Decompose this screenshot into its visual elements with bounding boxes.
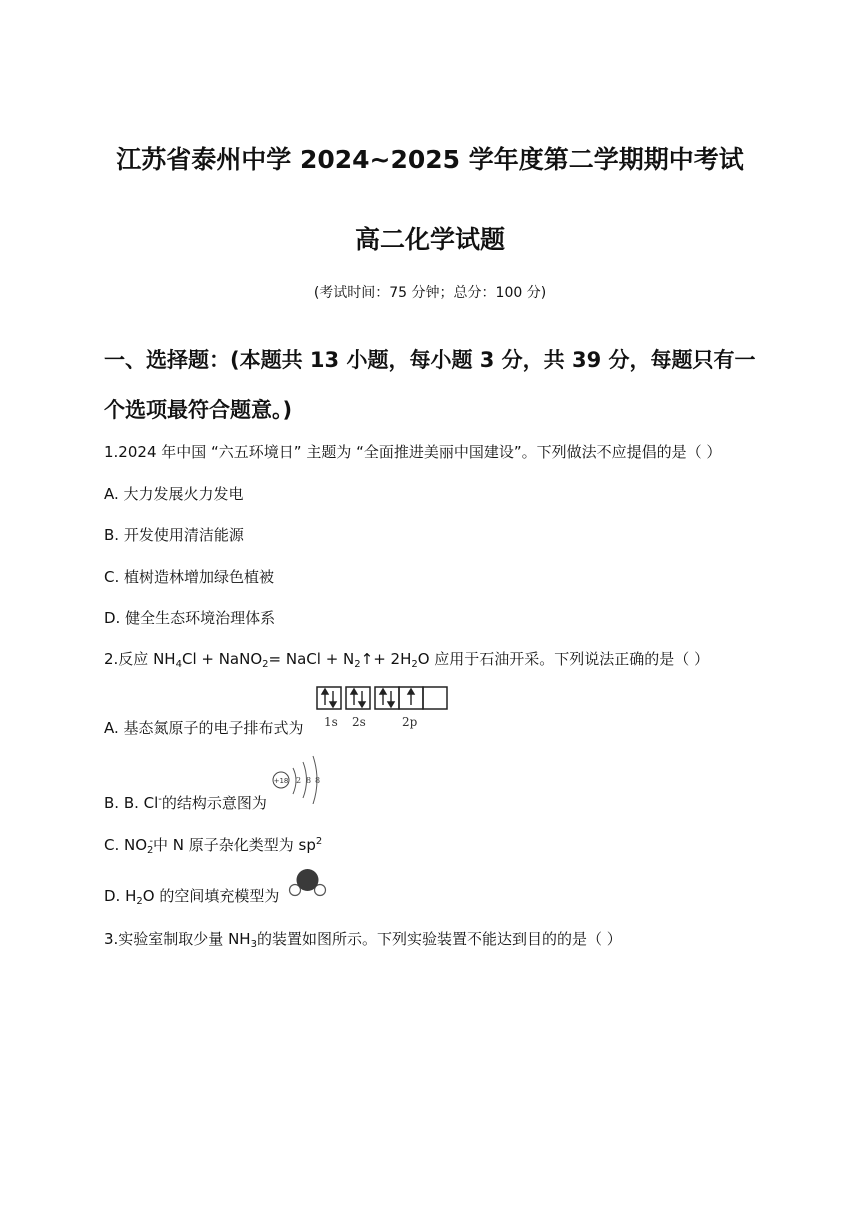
q3-stem: 3.实验室制取少量 $NH_3$的装置如图所示。下列实验装置不能达到目的的是（ ） <box>104 930 622 950</box>
q2-option-a: A. 基态氮原子的电子排布式为 <box>104 719 304 737</box>
ion-shell-3: 8 <box>315 776 321 785</box>
orbital-label-1s: 1s <box>324 715 338 729</box>
orbital-diagram <box>316 686 450 734</box>
orbital-label-2s: 2s <box>352 715 366 729</box>
cl-ion-structure-diagram <box>271 752 327 804</box>
q2-option-d: D. $H_2O$ 的空间填充模型为 <box>104 887 280 907</box>
ion-shell-1: 2 <box>296 776 302 785</box>
orbital-label-2p: 2p <box>402 715 418 729</box>
ion-shell-2: 8 <box>306 776 312 785</box>
section-heading: 一、选择题：(本题共 13 小题，每小题 3 分，共 39 分，每题只有一个选项最符合题意。) <box>104 348 756 422</box>
q2-option-b: B. B. Cl-的结构示意图为 <box>104 794 267 812</box>
q2-stem: 2.反应 $NH_4Cl$ + NaNO$_2$= NaCl + $N_2↑+ 2H_2O$ 应用于石油开采。下列说法正确的是（ ） <box>104 650 710 670</box>
exam-title: 江苏省泰州中学 2024~2025 学年度第二学期期中考试 <box>116 145 744 174</box>
q1-option-a: A. 大力发展火力发电 <box>104 485 244 503</box>
q1-stem: 1.2024 年中国 “六五环境日” 主题为 “全面推进美丽中国建设”。下列做法不应提倡的是（ ） <box>104 443 722 461</box>
q2-option-c: C. $NO_2^-$中 N 原子杂化类型为 $sp^2$ <box>104 836 323 856</box>
exam-info: (考试时间：75 分钟；总分：100 分) <box>313 285 547 301</box>
q1-option-c: C. 植树造林增加绿色植被 <box>104 568 275 586</box>
ion-nucleus-label: +18 <box>273 777 289 785</box>
q1-option-d: D. 健全生态环境治理体系 <box>104 609 276 627</box>
h2o-space-filling-model <box>287 868 329 900</box>
q1-option-b: B. 开发使用清洁能源 <box>104 526 244 544</box>
exam-subject-title: 高二化学试题 <box>354 225 505 254</box>
